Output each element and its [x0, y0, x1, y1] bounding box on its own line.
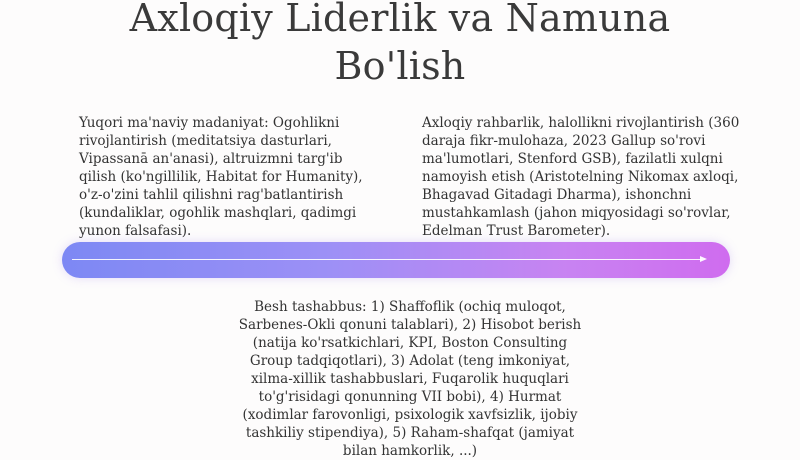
right-text-block: Axloqiy rahbarlik, halollikni rivojlantirish (360 daraja fikr-mulohaza, 2023 Gallup so'rovi ma'lumotlari, Stenford GSB), fazilatli xulqni namoyish etish (Aristotelning Nikomax axloqi, Bhagavad Gitadagi Dharma), ishonchni mustahkamlash (jahon miqyosidagi so'rovlar, Edelman Trust Barometer).: [422, 115, 740, 239]
slide-title: Axloqiy Liderlik va Namuna Bo'lish: [129, 0, 671, 88]
timeline-arrow-line: [72, 259, 702, 260]
left-text-block: Yuqori ma'naviy madaniyat: Ogohlikni rivojlantirish (meditatsiya dasturlari, Vipassanā an'anasi), altruizmni targ'ib qilish (ko'ngillilik, Habitat for Humanity), o'z-o'zini tahlil qilishni rag'batlantirish (kundaliklar, ogohlik mashqlari, qadimgi yunon falsafasi).: [79, 115, 363, 239]
timeline-arrow-bar: [62, 242, 730, 278]
arrow-head-icon: [700, 256, 707, 262]
bottom-text-block: Besh tashabbus: 1) Shaffoflik (ochiq muloqot, Sarbenes-Okli qonuni talablari), 2) Hisobot berish (natija ko'rsatkichlari, KPI, Boston Consulting Group tadqiqotlari), 3) Adolat (teng imkoniyat, xilma-xillik tashabbuslari, Fuqarolik huquqlari to'g'risidagi qonunning VII bobi), 4) Hurmat (xodimlar farovonligi, psixologik xavfsizlik, ijobiy tashkiliy stipendiya), 5) Raham-shafqat (jamiyat bilan hamkorlik, ...): [238, 299, 582, 459]
